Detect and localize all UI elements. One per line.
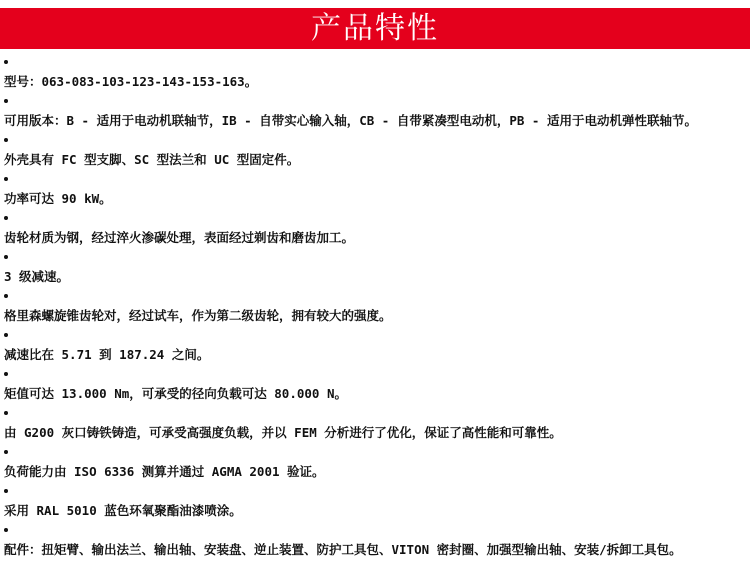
feature-text: 减速比在 5.71 到 187.24 之间。 [4, 347, 210, 362]
list-item [0, 447, 750, 486]
list-item [0, 174, 750, 213]
bullet-icon [4, 138, 8, 142]
bullet-icon [4, 177, 8, 181]
feature-text: 配件：扭矩臂、输出法兰、输出轴、安装盘、逆止装置、防护工具包、VITON 密封圈、加强型输出轴、安装/拆卸工具包。 [4, 542, 682, 557]
bullet-icon [4, 216, 8, 220]
feature-text: 负荷能力由 ISO 6336 测算并通过 AGMA 2001 验证。 [4, 464, 325, 479]
feature-text: 采用 RAL 5010 蓝色环氧聚酯油漆喷涂。 [4, 503, 242, 518]
list-item [0, 330, 750, 369]
list-item [0, 525, 750, 564]
feature-text: 格里森螺旋锥齿轮对，经过试车，作为第二级齿轮，拥有较大的强度。 [4, 308, 392, 323]
bullet-icon [4, 294, 8, 298]
feature-text: 功率可达 90 kW。 [4, 191, 112, 206]
feature-text: 齿轮材质为钢，经过淬火渗碳处理，表面经过剃齿和磨齿加工。 [4, 230, 355, 245]
bullet-icon [4, 99, 8, 103]
list-item [0, 213, 750, 252]
feature-text: 由 G200 灰口铸铁铸造，可承受高强度负载，并以 FEM 分析进行了优化，保证了高性能和可靠性。 [4, 425, 562, 440]
bullet-icon [4, 255, 8, 259]
list-item [0, 291, 750, 330]
list-item [0, 96, 750, 135]
list-item [0, 486, 750, 525]
feature-text: 3 级减速。 [4, 269, 70, 284]
feature-text: 矩值可达 13.000 Nm，可承受的径向负载可达 80.000 N。 [4, 386, 347, 401]
bullet-icon [4, 372, 8, 376]
list-item [0, 369, 750, 408]
list-item [0, 252, 750, 291]
feature-text: 外壳具有 FC 型支脚、SC 型法兰和 UC 型固定件。 [4, 152, 300, 167]
feature-text: 型号：063-083-103-123-143-153-163。 [4, 74, 258, 89]
list-item [0, 57, 750, 96]
section-banner [0, 8, 750, 49]
bullet-icon [4, 489, 8, 493]
feature-list [0, 57, 750, 564]
feature-text: 可用版本：B - 适用于电动机联轴节，IB - 自带实心输入轴，CB - 自带紧凑型电动机，PB - 适用于电动机弹性联轴节。 [4, 113, 697, 128]
bullet-icon [4, 528, 8, 532]
bullet-icon [4, 411, 8, 415]
bullet-icon [4, 333, 8, 337]
list-item [0, 408, 750, 447]
page-title: 产品特性 [311, 10, 439, 46]
list-item [0, 135, 750, 174]
bullet-icon [4, 60, 8, 64]
bullet-icon [4, 450, 8, 454]
